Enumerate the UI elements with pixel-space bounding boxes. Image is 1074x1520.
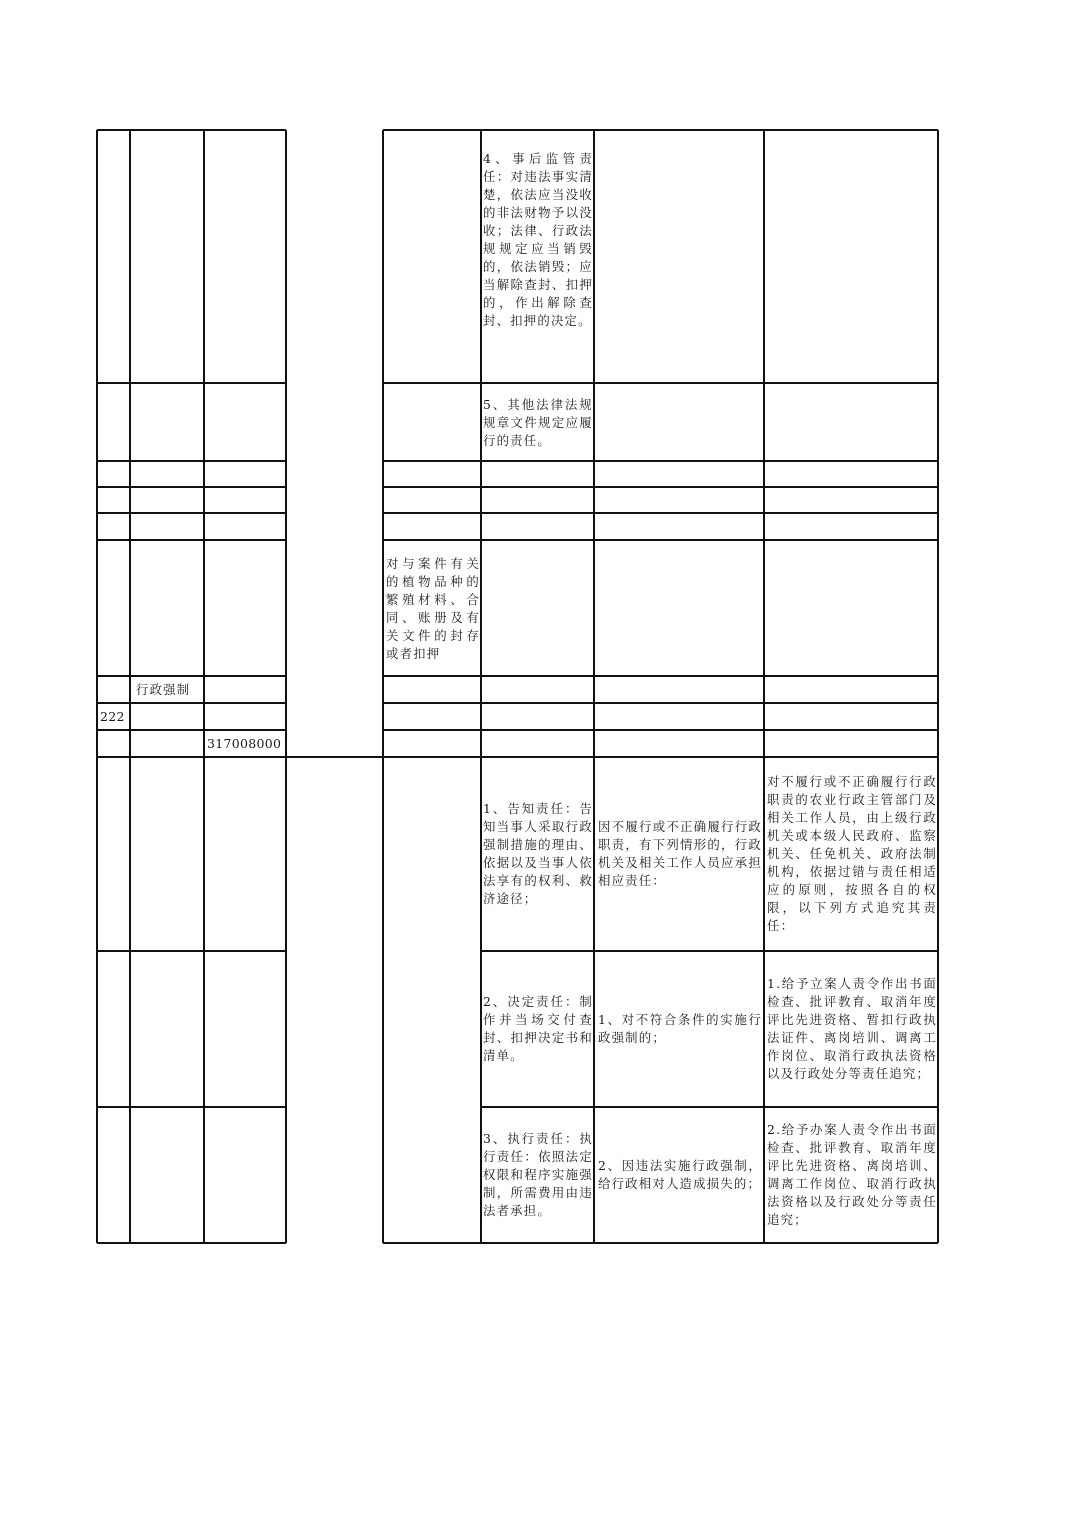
responsibility-cell-5: 5、其他法律法规规章文件规定应履行的责任。 [483, 397, 593, 448]
accountability-case-cell-1 [598, 759, 762, 949]
accountability-case-text-3: 2、因违法实施行政强制，给行政相对人造成损失的； [598, 1158, 762, 1191]
item-code-cell: 317008000 [207, 736, 282, 751]
accountability-method-text-3: 2.给予办案人责令作出书面检查、批评教育、取消年度评比先进资格、离岗培训、调离工作岗位、取消行政执法资格以及行政处分等责任追究； [767, 1122, 937, 1227]
coercion-responsibility-text-3: 3、执行责任：执行责任：依照法定权限和程序实施强制，所需费用由违法者承担。 [483, 1131, 593, 1218]
accountability-case-text-2: 1、对不符合条件的实施行政强制的； [598, 1012, 762, 1045]
accountability-case-cell-3 [598, 1109, 762, 1241]
coercion-responsibility-text-1: 1、告知责任：告知当事人采取行政强制措施的理由、依据以及当事人依法享有的权利、救济途径； [483, 801, 593, 906]
coercion-responsibility-text-2: 2、决定责任：制作并当场交付查封、扣押决定书和清单。 [483, 994, 593, 1063]
accountability-method-cell-1 [767, 759, 937, 949]
responsibility-cell-4: 4、事后监管责任：对违法事实清楚，依法应当没收的非法财物予以没收；法律、行政法规规定应当销毁的，依法销毁；应当解除查封、扣押的，作出解除查封、扣押的决定。 [483, 151, 593, 328]
accountability-method-text-1: 对不履行或不正确履行行政职责的农业行政主管部门及相关工作人员，由上级行政机关或本级人民政府、监察机关、任免机关、政府法制机构，依据过错与责任相适应的原则，按照各自的权限，以下列方式追究其责任： [767, 774, 937, 933]
accountability-method-cell-3 [767, 1109, 937, 1241]
coercion-responsibility-cell-2 [483, 953, 593, 1105]
coercion-responsibility-cell-3 [483, 1109, 593, 1241]
accountability-method-cell-2 [767, 953, 937, 1105]
item-name-cell: 对与案件有关的植物品种的繁殖材料、合同、账册及有关文件的封存或者扣押 [386, 556, 480, 661]
accountability-case-cell-2 [598, 953, 762, 1105]
serial-number-cell: 222 [100, 709, 125, 724]
accountability-case-text-1: 因不履行或不正确履行行政职责，有下列情形的，行政机关及相关工作人员应承担相应责任： [598, 819, 762, 888]
coercion-responsibility-cell-1 [483, 759, 593, 949]
accountability-method-text-2: 1.给予立案人责令作出书面检查、批评教育、取消年度评比先进资格、暂扣行政执法证件、离岗培训、调离工作岗位、取消行政执法资格以及行政处分等责任追究； [767, 976, 937, 1081]
category-cell: 行政强制 [136, 682, 191, 697]
